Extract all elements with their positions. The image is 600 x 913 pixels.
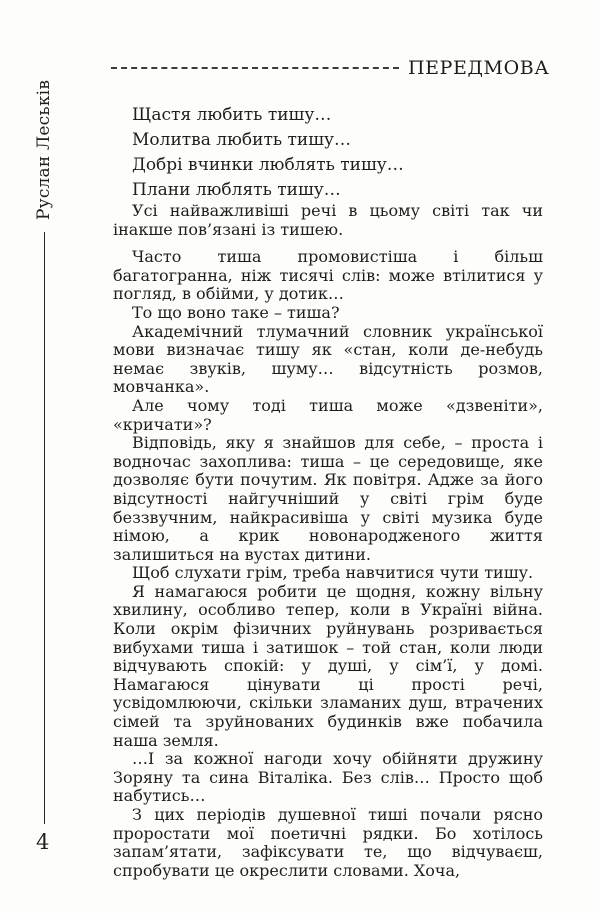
epigraph [132,103,404,203]
paragraph: Відповідь, яку я знайшов для себе, – проста і водночас захоплива: тиша – це середовище, яке дозволяє бути почутим. Як повітря. Адже за його відсутності найгучніший у світі грім буде беззвучним, найкрасивіша у світі музика буде німою, а крик новонародженого життя залишиться на вустах дитини. [113,433,543,564]
epigraph-line: Щастя любить тишу… [132,105,332,125]
paragraph: То що воно таке – тиша? [132,302,340,322]
author-name-vertical [34,42,56,222]
paragraph: …І за кожної нагоди хочу обійняти дружину Зоряну та сина Віталіка. Без слів… Просто щоб набутись… [113,749,543,806]
section-title: ПЕРЕДМОВА [408,57,550,79]
margin-rule [44,232,45,824]
epigraph-line: Плани люблять тишу… [132,180,341,200]
epigraph-line: Добрі вчинки люблять тишу… [132,155,404,175]
page-number: 4 [36,830,50,854]
paragraph: Академічний тлумачний словник української мови визначає тишу як «стан, коли де-небудь немає звуків, шуму… відсутність розмов, мовчанка». [113,321,543,397]
paragraph: Усі найважливіші речі в цьому світі так чи інакше пов’язані із тишею. [113,201,543,239]
body-text [113,202,543,880]
paragraph: Я намагаюся робити це щодня, кожну вільну хвилину, особливо тепер, коли в Україні війна. Коли окрім фізичних руйнувань розривається вибухами тиша і затишок – той стан, коли люди відчувають спокій: у душі, у сім’ї, у домі. Намагаюся цінувати ці прості речі, усвідомлюючи, скільки зламаних душ, втрачених сімей та зруйнованих будинків вже побачила наша земля. [113,581,543,750]
epigraph-line: Молитва любить тишу… [132,130,352,150]
paragraph: Щоб слухати грім, треба навчитися чути тишу. [132,563,534,583]
paragraph: З цих періодів душевної тиші почали рясно проростати мої поетичні рядки. Бо хотілось запам’ятати, зафіксувати те, що відчуваєш, спробувати це окреслити словами. Хоча, [113,805,543,880]
header-dotted-rule [111,67,399,69]
paragraph: Але чому тоді тиша може «дзвеніти», «кричати»? [113,395,543,434]
paragraph: Часто тиша промовистіша і більш багатогранна, ніж тисячі слів: може втілитися у погляд, в обійми, у дотик… [113,247,543,304]
author-name: Руслан Леськів [34,79,54,220]
